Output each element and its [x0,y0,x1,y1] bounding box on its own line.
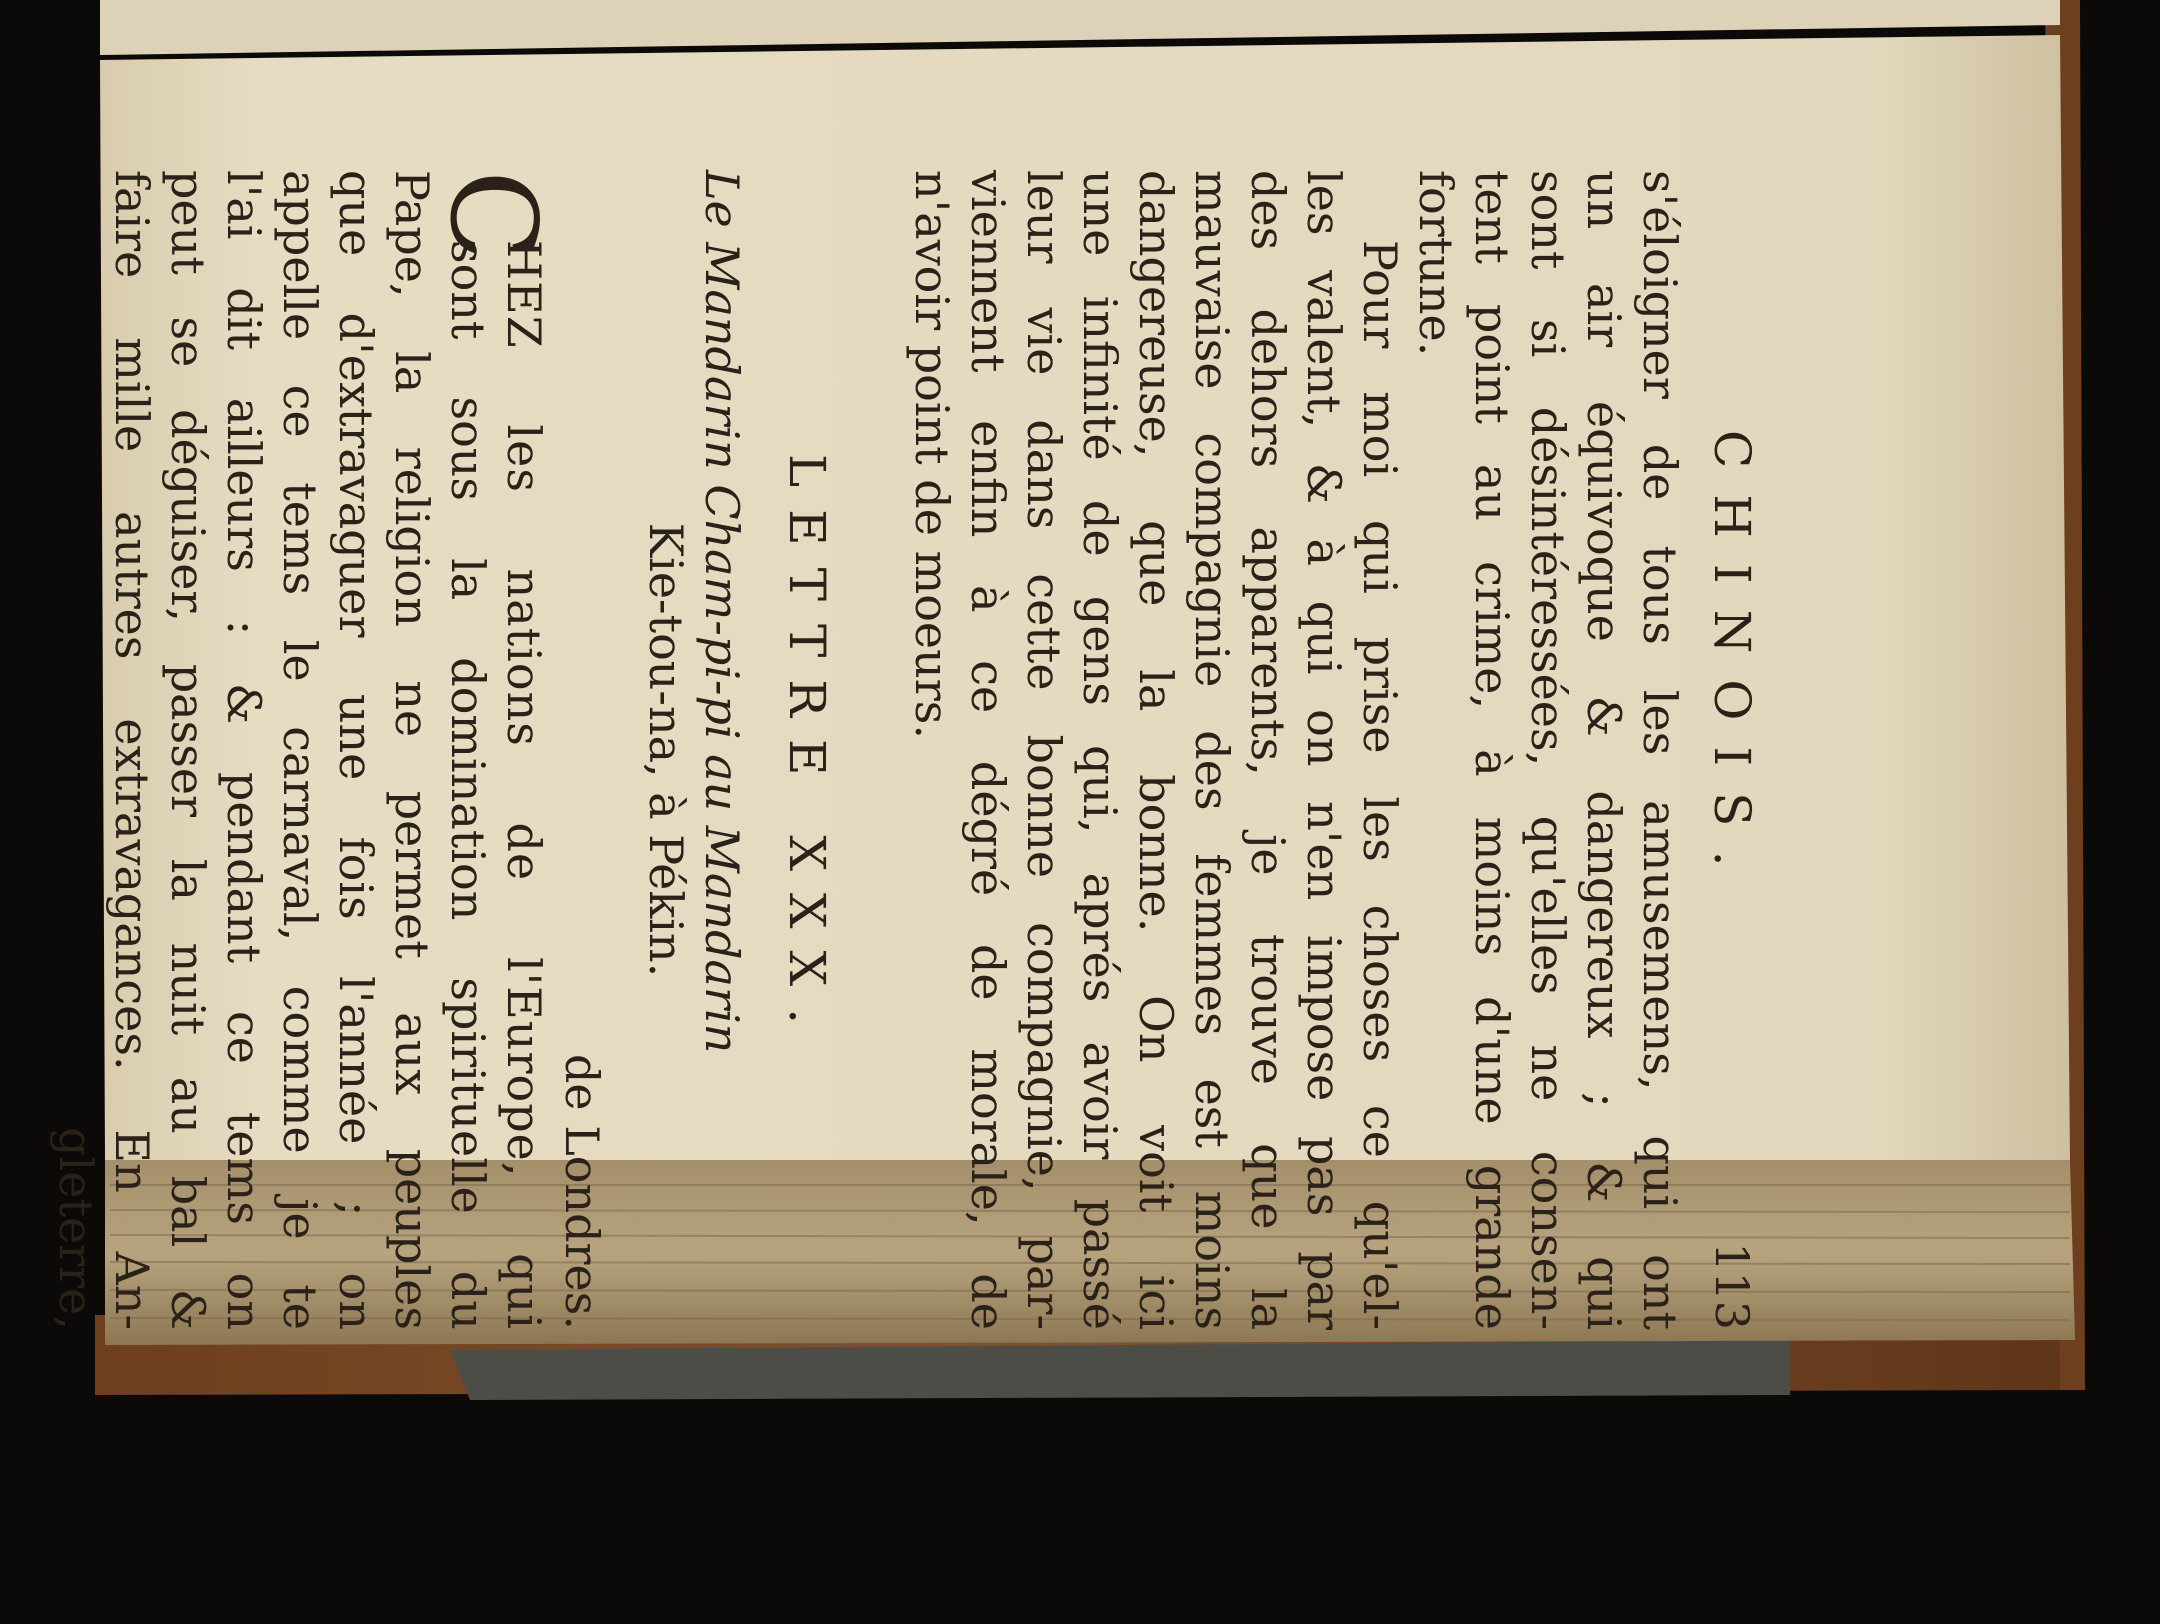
text-line: Pape, la religion ne permet aux peuples [385,170,439,1330]
text-line: faire mille autres extravagances. En An- [105,170,159,1330]
text-line: que d'extravaguer une fois l'année ; on [329,170,383,1330]
text-line: dangereuse, que la bonne. On voit ici [1129,170,1183,1330]
drop-cap: C [424,170,562,261]
text-line: Pour moi qui prise les choses ce qu'el- [1353,240,1407,1330]
text-line: viennent enfin à ce dégré de morale, de [961,170,1015,1330]
letter-subtitle: Le Mandarin Cham-pi-pi au Mandarin [695,170,749,1054]
text-line: n'avoir point de moeurs. [905,170,959,739]
letter-title: LETTRE XXX. [778,453,836,1047]
page-number: 113 [1705,1242,1759,1330]
text-line: leur vie dans cette bonne compagnie, par- [1017,170,1071,1330]
text-line: des dehors apparents, je trouve que la [1241,170,1295,1330]
text-line: peut se déguiser, passer la nuit au bal & [161,170,215,1330]
text-line: une infinité de gens qui, aprés avoir passé [1073,170,1127,1330]
catchword: gleterre, [49,1127,103,1330]
letter-subtitle-2: Kie-tou-na, à Pékin. [639,522,693,978]
text-line: fortune. [1409,170,1463,357]
text-line: HEZ les nations de l'Europe, qui [497,240,551,1330]
text-line: mauvaise compagnie des femmes est moins [1185,170,1239,1330]
text-line: sont si désintéressées, qu'elles ne consen- [1521,170,1575,1330]
text-line: appelle ce tems le carnaval, comme je te [273,170,327,1330]
text-line: sont sous la domination spirituelle du [441,240,495,1330]
marbled-board [450,1340,1790,1400]
running-title: CHINOIS. [1703,430,1761,893]
text-line: les valent, & à qui on n'en impose pas par [1297,170,1351,1330]
text-line: un air équivoque & dangereux ; & qui [1577,170,1631,1330]
text-line: l'ai dit ailleurs : & pendant ce tems on [217,170,271,1330]
page-text-rotated [49,170,1761,1330]
page-header [1700,170,1760,1330]
text-line: tent point au crime, à moins d'une grande [1465,170,1519,1330]
text-line: s'éloigner de tous les amusemens, qui ont [1633,170,1687,1330]
dateline: de Londres. [555,1053,609,1330]
